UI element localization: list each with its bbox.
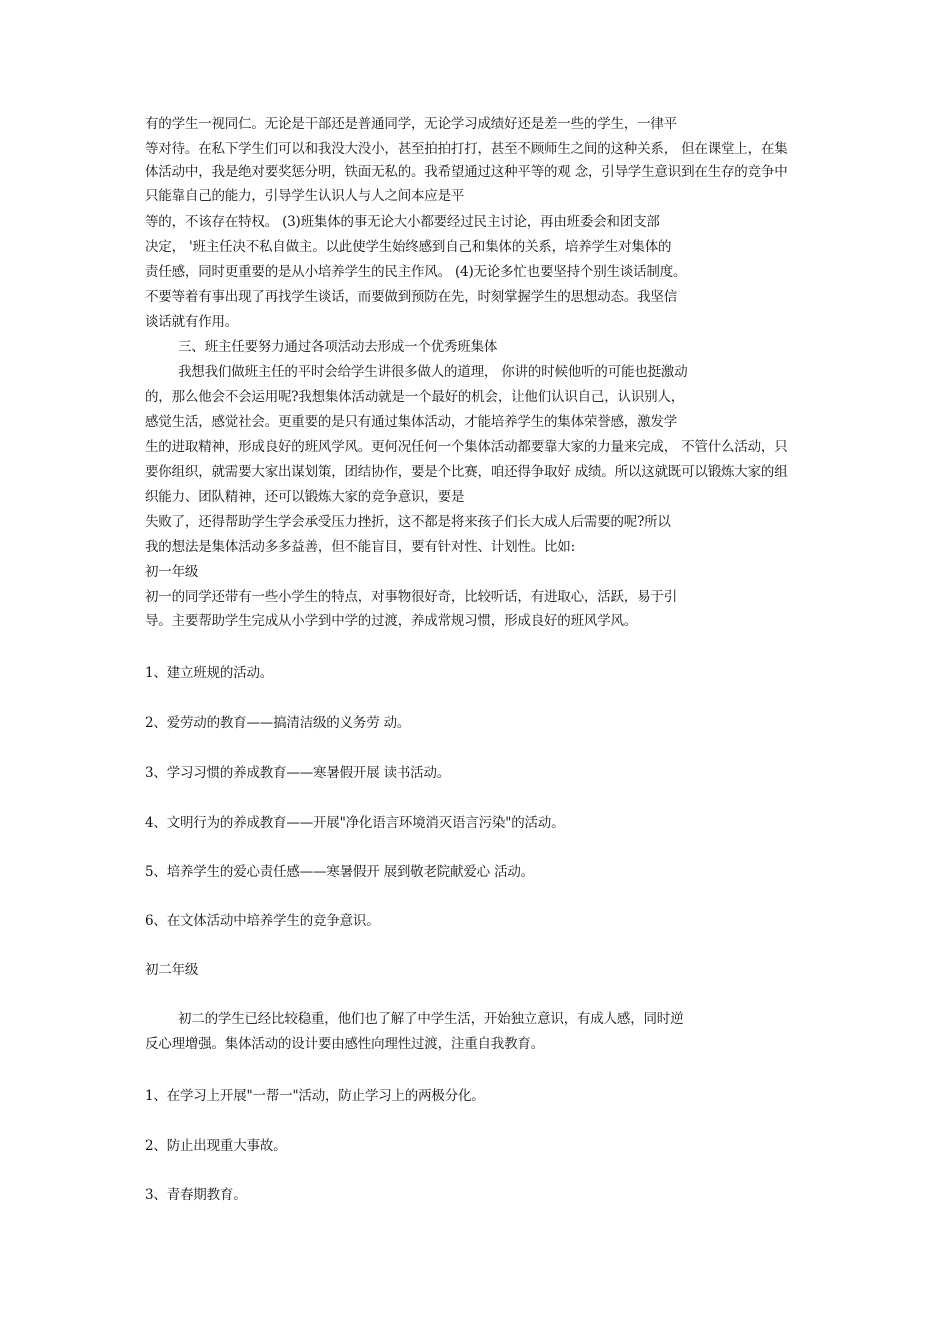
paragraph-line: 生的进取精神，形成良好的班风学风。更何况任何一个集体活动都要靠大家的力量来完成， 不管什么活动，只 [145,439,788,455]
grade2-title: 初二年级 [145,962,199,978]
paragraph-line: 只能靠自己的能力，引导学生认识人与人之间本应是平 [145,188,465,204]
paragraph-line: 织能力、团队精神，还可以锻炼大家的竞争意识，要是 [145,489,465,505]
grade1-list-item: 4、文明行为的养成教育——开展"净化语言环境消灭语言污染"的活动。 [145,815,565,831]
paragraph-line: 有的学生一视同仁。无论是干部还是普通同学，无论学习成绩好还是差一些的学生，一律平 [145,116,677,132]
grade1-list-item: 2、爱劳动的教育——搞清洁级的义务劳 动。 [145,715,411,731]
paragraph-line: 责任感，同时更重要的是从小培养学生的民主作风。 (4)无论多忙也要坚持个别生谈话制度。 [145,264,687,280]
grade1-intro-line: 导。主要帮助学生完成从小学到中学的过渡，养成常规习惯，形成良好的班风学风。 [145,613,638,629]
paragraph-line: 感觉生活，感觉社会。更重要的是只有通过集体活动，才能培养学生的集体荣誉感，激发学 [145,414,677,430]
paragraph-line: 的，那么他会不会运用呢?我想集体活动就是一个最好的机会，让他们认识自己，认识别人， [145,389,685,405]
grade2-intro-line: 初二的学生已经比较稳重，他们也了解了中学生活，开始独立意识，有成人感，同时逆 [178,1011,684,1027]
grade1-list-item: 5、培养学生的爱心责任感——寒暑假开 展到敬老院献爱心 活动。 [145,864,534,880]
paragraph-line: 我的想法是集体活动多多益善，但不能盲目，要有针对性、计划性。比如: [145,539,575,555]
paragraph-line: 等对待。在私下学生们可以和我没大没小，甚至拍拍打打，甚至不顾师生之间的这种关系， 但在课堂上，在集 [145,141,788,157]
grade1-list-item: 3、学习习惯的养成教育——寒暑假开展 读书活动。 [145,765,451,781]
section-heading: 三、班主任要努力通过各项活动去形成一个优秀班集体 [178,339,498,355]
grade1-intro-line: 初一的同学还带有一些小学生的特点，对事物很好奇，比较听话，有进取心，活跃，易于引 [145,589,677,605]
grade2-list-item: 1、在学习上开展"一帮一"活动，防止学习上的两极分化。 [145,1088,485,1104]
paragraph-line: 体活动中，我是绝对要奖惩分明，铁面无私的。我希望通过这种平等的观 念，引导学生意识到在生存的竞争中 [145,164,788,180]
paragraph-line: 谈话就有作用。 [145,314,239,330]
grade1-list-item: 1、建立班规的活动。 [145,665,274,681]
grade2-intro-line: 反心理增强。集体活动的设计要由感性向理性过渡，注重自我教育。 [145,1036,544,1052]
grade1-list-item: 6、在文体活动中培养学生的竞争意识。 [145,913,380,929]
paragraph-line: 决定， '班主任决不私自做主。以此使学生始终感到自己和集体的关系，培养学生对集体的 [145,239,672,255]
paragraph-line: 我想我们做班主任的平时会给学生讲很多做人的道理， 你讲的时候他听的可能也挺激动 [178,364,688,380]
grade2-list-item: 3、青春期教育。 [145,1187,247,1203]
grade2-list-item: 2、防止出现重大事故。 [145,1138,287,1154]
paragraph-line: 不要等着有事出现了再找学生谈话，而要做到预防在先，时刻掌握学生的思想动态。我坚信 [145,289,677,305]
paragraph-line: 失败了，还得帮助学生学会承受压力挫折，这不都是将来孩子们长大成人后需要的呢?所以 [145,514,671,530]
paragraph-line: 等的，不该存在特权。 (3)班集体的事无论大小都要经过民主讨论，再由班委会和团支部 [145,214,660,230]
grade1-title: 初一年级 [145,564,199,580]
paragraph-line: 要你组织，就需要大家出谋划策，团结协作，要是个比赛，咱还得争取好 成绩。所以这就既可以锻炼大家的组 [145,464,788,480]
